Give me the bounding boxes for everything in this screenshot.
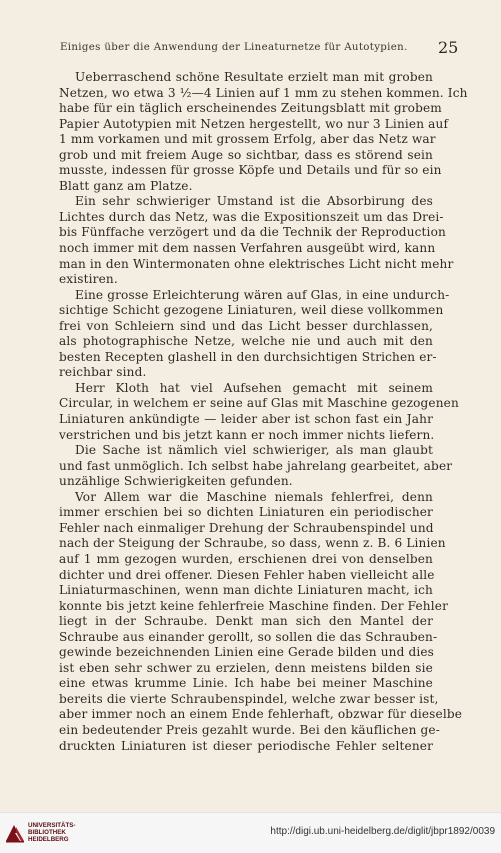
text-line: existiren. xyxy=(59,272,118,287)
text-line: gewinde bezeichnenden Linien eine Gerade bilden und dies xyxy=(59,645,435,660)
text-line: Schraube aus einander gerollt, so sollen die das Schrauben- xyxy=(59,629,438,644)
library-name xyxy=(28,822,75,843)
text-line: immer erschien bei so dichten Liniaturen ein periodischer xyxy=(59,505,433,520)
text-line: grob und mit freiem Auge so sichtbar, dass es störend sein xyxy=(59,147,433,162)
text-line: Liniaturmaschinen, wenn man dichte Liniaturen macht, ich xyxy=(59,583,433,598)
text-line: dichter und drei offener. Diesen Fehler haben vielleicht alle xyxy=(59,567,435,582)
text-line: noch immer mit dem nassen Verfahren ausgeübt wird, kann xyxy=(59,241,436,256)
text-line: Blatt ganz am Platze. xyxy=(59,178,193,193)
text-line: Die Sache ist nämlich viel schwieriger, als man glaubt xyxy=(75,443,433,458)
digitization-footer xyxy=(0,812,501,853)
text-line: verstrichen und bis jetzt kann er noch immer nichts liefern. xyxy=(59,427,435,442)
text-line: Ueberraschend schöne Resultate erzielt man mit groben xyxy=(75,70,433,84)
text-line: konnte bis jetzt keine fehlerfreie Maschine finden. Der Fehler xyxy=(59,598,448,613)
text-line: und fast unmöglich. Ich selbst habe jahrelang gearbeitet, aber xyxy=(59,458,453,473)
text-line: reichbar sind. xyxy=(59,365,147,380)
page-number: 25 xyxy=(438,38,459,57)
text-line: unzählige Schwierigkeiten gefunden. xyxy=(59,474,293,489)
running-title: Einiges über die Anwendung der Lineaturnetze für Autotypien. xyxy=(60,42,408,53)
text-line: Fehler nach einmaliger Drehung der Schraubenspindel und xyxy=(59,520,434,535)
text-line: besten Recepten glashell in den durchsichtigen Strichen er- xyxy=(59,349,437,364)
text-line: Lichtes durch das Netz, was die Expositionszeit um das Drei- xyxy=(59,209,444,224)
text-line: Ein sehr schwieriger Umstand ist die Absorbirung des xyxy=(75,194,433,209)
text-line: nach der Steigung der Schraube, so dass, wenn z. B. 6 Linien xyxy=(59,536,446,551)
text-line: 1 mm vorkamen und mit grossem Erfolg, aber das Netz war xyxy=(59,132,436,147)
text-line: frei von Schleiern sind und das Licht besser durchlassen, xyxy=(59,318,433,333)
text-line: Liniaturen ankündigte — leider aber ist schon fast ein Jahr xyxy=(59,412,433,427)
source-url-link[interactable]: http://digi.ub.uni-heidelberg.de/diglit/jbpr1892/0039 xyxy=(270,826,495,837)
text-line: Circular, in welchem er seine auf Glas mit Maschine gezogenen xyxy=(59,396,459,411)
text-line: ein bedeutender Preis gezahlt wurde. Bei den käuflichen ge- xyxy=(59,722,440,737)
text-line: als photographische Netze, welche nie und auch mit den xyxy=(59,334,433,349)
body-text xyxy=(59,70,468,754)
library-seal-icon xyxy=(4,821,26,843)
library-name-line: BIBLIOTHEK xyxy=(28,829,66,836)
text-line: Herr Kloth hat viel Aufsehen gemacht mit seinem xyxy=(75,380,433,395)
text-line: Vor Allem war die Maschine niemals fehlerfrei, denn xyxy=(75,489,433,504)
text-line: sichtige Schicht gezogene Liniaturen, weil diese vollkommen xyxy=(59,303,444,318)
text-line: man in den Wintermonaten ohne elektrisches Licht nicht mehr xyxy=(59,256,454,271)
text-line: druckten Liniaturen ist dieser periodische Fehler seltener xyxy=(59,738,433,753)
text-line: aber immer noch an einem Ende fehlerhaft, obzwar für dieselbe xyxy=(59,707,463,722)
library-name-line: UNIVERSITÄTS- xyxy=(28,822,76,829)
text-line: bereits die vierte Schraubenspindel, welche zwar besser ist, xyxy=(59,691,439,706)
text-line: Papier Autotypien mit Netzen hergestellt, wo nur 3 Linien auf xyxy=(59,116,449,131)
library-name-line: HEIDELBERG xyxy=(28,836,69,843)
text-line: musste, indessen für grosse Köpfe und Details und für so ein xyxy=(59,163,442,178)
text-line: auf 1 mm gezogen wurden, erschienen drei von denselben xyxy=(59,551,433,566)
text-line: eine etwas krumme Linie. Ich habe bei meiner Maschine xyxy=(59,676,433,691)
text-line: ist eben sehr schwer zu erzielen, denn meistens bilden sie xyxy=(59,660,433,675)
text-line: Eine grosse Erleichterung wären auf Glas, in eine undurch- xyxy=(75,287,450,302)
text-line: habe für ein täglich erscheinendes Zeitungsblatt mit grobem xyxy=(59,101,442,116)
text-line: bis Fünffache verzögert und da die Technik der Reproduction xyxy=(59,225,446,240)
text-line: liegt in der Schraube. Denkt man sich den Mantel der xyxy=(59,614,433,629)
text-line: Netzen, wo etwa 3 ½—4 Linien auf 1 mm zu stehen kommen. Ich xyxy=(59,85,468,100)
